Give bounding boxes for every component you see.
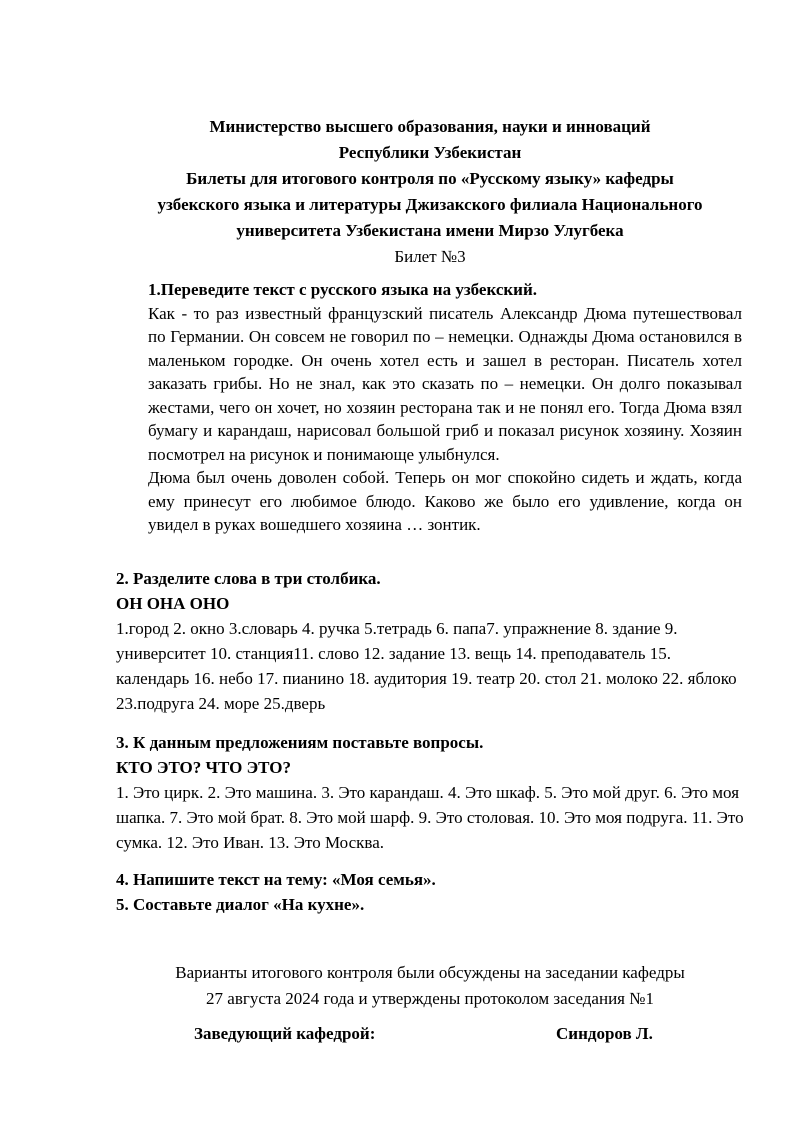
ministry-line-2: Республики Узбекистан [338, 143, 522, 162]
task-4-title: 4. Напишите текст на тему: «Моя семья». [116, 870, 436, 889]
ticket-number: Билет №3 [394, 247, 466, 266]
task-3-sentences: 1. Это цирк. 2. Это машина. 3. Это карандаш. 4. Это шкаф. 5. Это мой друг. 6. Это моя шапка. 7. Это мой брат. 8. Это мой шарф. 9. Это столовая. 10. Это моя подруга. 11. Это сумка. 12. Это Иван. 13. Это Москва. [116, 783, 744, 852]
task-1-paragraph-1: Как - то раз известный французский писатель Александр Дюма путешествовал по Германии. Он совсем не говорил по – немецки. Однажды Дюма остановился в маленьком городке. Он очень хотел есть и зашел в ресторан. Писатель хотел заказать грибы. Но не знал, как это сказать по – немецки. Он долго показывал жестами, чего он хочет, но хозяин ресторана так и не понял его. Тогда Дюма взял бумагу и карандаш, нарисовал большой гриб и показал рисунок хозяину. Хозяин посмотрел на рисунок и понимающе улыбнулся. [148, 303, 742, 464]
task-2-subtitle: ОН ОНА ОНО [116, 594, 230, 613]
task-2-title: 2. Разделите слова в три столбика. [116, 569, 381, 588]
approval-line-2: 27 августа 2024 года и утверждены протоколом заседания №1 [206, 989, 654, 1008]
tickets-title-line-2: узбекского языка и литературы Джизакского филиала Национального [157, 195, 703, 214]
tasks-4-5 [116, 867, 746, 917]
task-3-subtitle: КТО ЭТО? ЧТО ЭТО? [116, 758, 291, 777]
tickets-title-line-3: университета Узбекистана имени Мирзо Улугбека [236, 221, 624, 240]
ministry-line-1: Министерство высшего образования, науки и инноваций [209, 117, 651, 136]
task-1 [148, 278, 742, 537]
approval-line-1: Варианты итогового контроля были обсуждены на заседании кафедры [175, 963, 685, 982]
document-header [100, 114, 760, 270]
task-2-word-list: 1.город 2. окно 3.словарь 4. ручка 5.тетрадь 6. папа7. упражнение 8. здание 9. университет 10. станция11. слово 12. задание 13. вещь 14. преподаватель 15. календарь 16. небо 17. пианино 18. аудитория 19. театр 20. стол 21. молоко 22. яблоко 23.подруга 24. море 25.дверь [116, 619, 737, 713]
signature-name: Синдоров Л. [556, 1024, 653, 1043]
task-1-paragraph-2: Дюма был очень доволен собой. Теперь он мог спокойно сидеть и ждать, когда ему принесут его любимое блюдо. Каково же было его удивление, когда он увидел в руках вошедшего хозяина … зонтик. [148, 468, 742, 534]
signature-role: Заведующий кафедрой: [194, 1024, 376, 1043]
task-2 [116, 566, 746, 716]
task-1-title: 1.Переведите текст с русского языка на узбекский. [148, 280, 538, 299]
task-3-title: 3. К данным предложениям поставьте вопросы. [116, 733, 484, 752]
task-5-title: 5. Составьте диалог «На кухне». [116, 895, 365, 914]
approval-note [100, 960, 760, 1012]
task-3 [116, 730, 746, 855]
tickets-title-line-1: Билеты для итогового контроля по «Русскому языку» кафедры [186, 169, 674, 188]
